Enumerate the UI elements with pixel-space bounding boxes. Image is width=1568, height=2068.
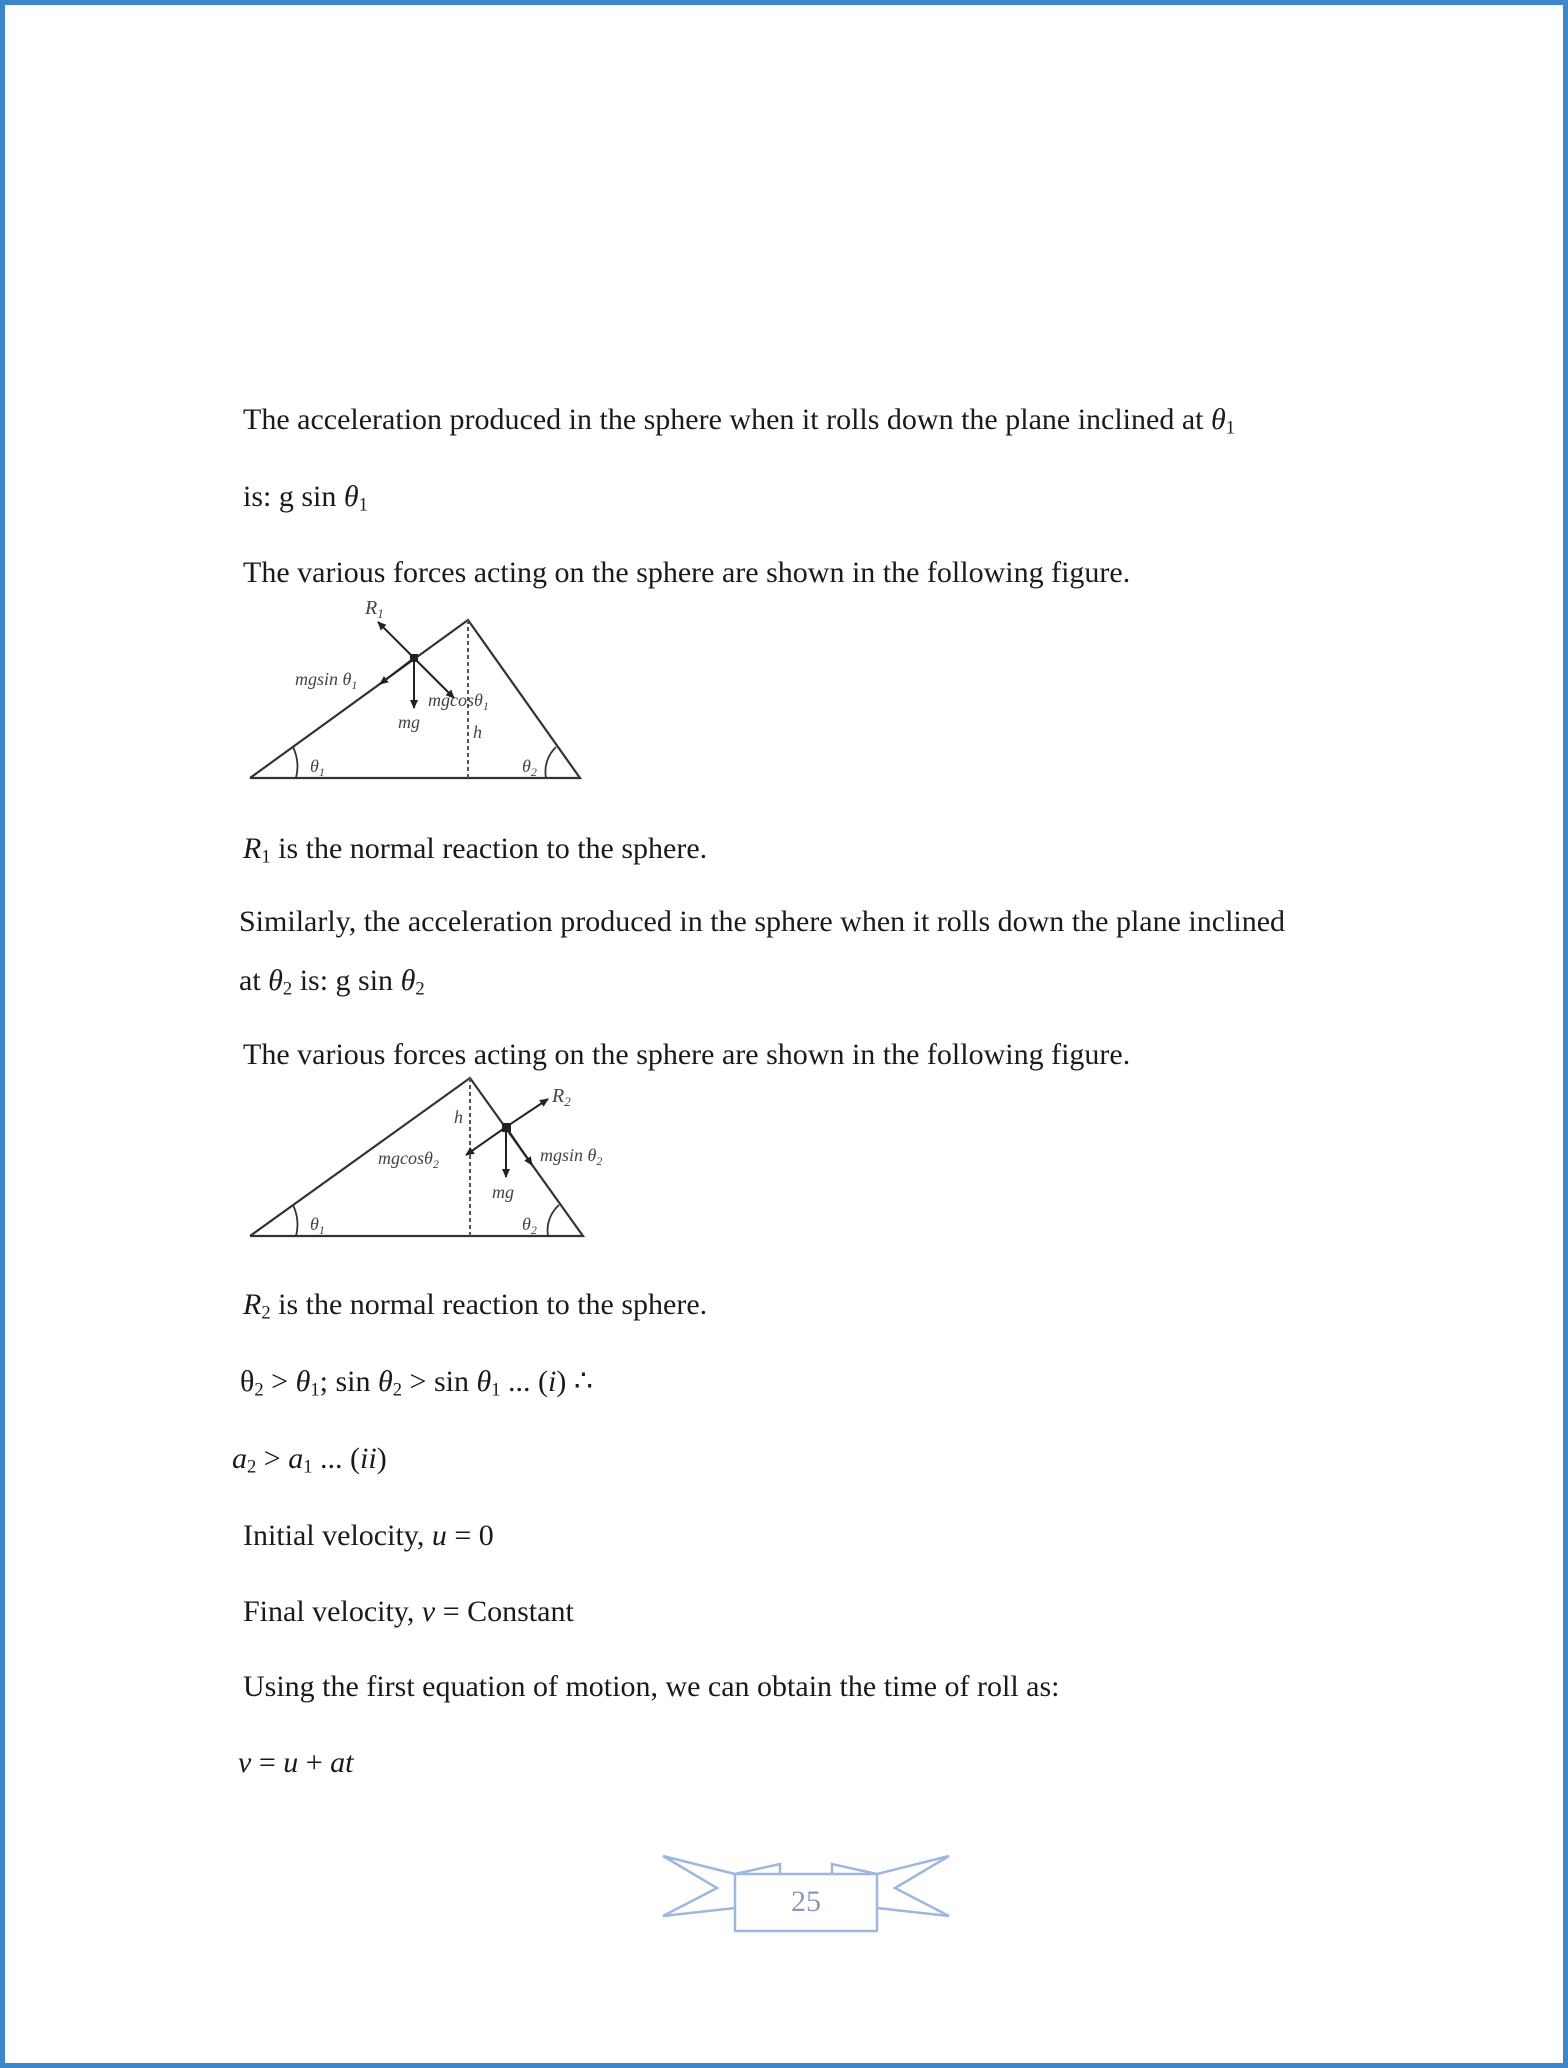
label-h: h bbox=[473, 722, 482, 742]
text: Similarly, the acceleration produced in the sphere when it rolls down the plane inclined bbox=[239, 905, 1286, 938]
normal-reaction-arrow bbox=[378, 622, 414, 658]
paragraph-R2-normal-reaction bbox=[243, 1287, 707, 1323]
text: ; sin bbox=[319, 1365, 378, 1398]
theta-symbol: θ bbox=[295, 1365, 311, 1398]
label-R2: $R_2$ bbox=[552, 1085, 571, 1109]
subscript: 1 bbox=[1225, 417, 1236, 439]
text: + bbox=[298, 1746, 331, 1779]
paragraph-inequality-i bbox=[240, 1364, 593, 1400]
label-theta2: $\theta_2$ bbox=[522, 1214, 537, 1237]
paragraph-inequality-ii bbox=[232, 1441, 387, 1477]
label-mgsin-theta2: mgsin $\theta_2$ bbox=[540, 1145, 603, 1168]
label-h: h bbox=[454, 1107, 463, 1127]
label-mg: mg bbox=[398, 712, 420, 732]
mgsin-arrow bbox=[380, 658, 414, 684]
page-number: 25 bbox=[791, 1885, 821, 1918]
u-symbol: u bbox=[431, 1519, 447, 1552]
paragraph-is-g-sin-theta1 bbox=[243, 479, 368, 515]
R-symbol: R bbox=[243, 1288, 262, 1321]
text: Initial velocity, bbox=[243, 1519, 432, 1552]
equation-ref: ii bbox=[360, 1442, 377, 1475]
v-symbol: v bbox=[238, 1746, 252, 1779]
paragraph-first-equation-intro bbox=[243, 1669, 1060, 1705]
subscript: 2 bbox=[415, 978, 425, 1000]
subscript: 1 bbox=[303, 1456, 313, 1478]
theta-symbol: θ bbox=[1210, 403, 1226, 436]
text: is the normal reaction to the sphere. bbox=[270, 832, 708, 865]
subscript: 1 bbox=[261, 846, 271, 868]
a-symbol: a bbox=[232, 1442, 247, 1475]
theta-symbol: θ bbox=[343, 480, 359, 513]
theta-symbol: θ bbox=[240, 1365, 255, 1398]
angle-arc-theta2 bbox=[545, 747, 556, 778]
subscript: 2 bbox=[392, 1379, 403, 1401]
label-R1: $R_1$ bbox=[365, 597, 384, 621]
text: > sin bbox=[402, 1365, 477, 1398]
subscript: 2 bbox=[254, 1379, 264, 1401]
text: is: g sin bbox=[292, 964, 401, 997]
text: = bbox=[251, 1746, 284, 1779]
subscript: 2 bbox=[282, 978, 293, 1000]
text: at bbox=[239, 964, 269, 997]
force-diagram-1 bbox=[230, 585, 610, 790]
v-symbol: v bbox=[421, 1595, 436, 1628]
text: ... ( bbox=[500, 1365, 549, 1398]
mgsin-arrow bbox=[506, 1127, 532, 1165]
angle-arc-theta2 bbox=[548, 1205, 559, 1236]
paragraph-initial-velocity bbox=[243, 1518, 494, 1554]
label-mgsin-theta1: mgsin $\theta_1$ bbox=[295, 669, 358, 692]
paragraph-acceleration-theta1 bbox=[243, 402, 1235, 438]
text: ) bbox=[376, 1442, 387, 1475]
label-mg: mg bbox=[492, 1182, 514, 1202]
angle-arc-theta1 bbox=[293, 1205, 297, 1236]
label-mgcos-theta2: mgcosθ$_2$ bbox=[378, 1148, 439, 1171]
theta-symbol: θ bbox=[476, 1365, 492, 1398]
a-symbol: a bbox=[288, 1442, 304, 1475]
equation-ref: i bbox=[548, 1365, 557, 1398]
theta-symbol: θ bbox=[268, 964, 283, 997]
R-symbol: R bbox=[243, 832, 262, 865]
text: The various forces acting on the sphere are shown in the following figure. bbox=[243, 556, 1131, 589]
text: The acceleration produced in the sphere when it rolls down the plane inclined at bbox=[243, 403, 1211, 436]
paragraph-at-theta2 bbox=[239, 963, 425, 999]
text: > bbox=[263, 1365, 296, 1398]
u-symbol: u bbox=[283, 1746, 299, 1779]
label-theta1: $\theta_1$ bbox=[310, 756, 325, 779]
force-diagram-2 bbox=[230, 1065, 630, 1250]
subscript: 1 bbox=[491, 1379, 501, 1401]
label-theta1: $\theta_1$ bbox=[310, 1214, 325, 1237]
text: ) ∴ bbox=[556, 1365, 593, 1398]
paragraph-similarly bbox=[239, 904, 1285, 940]
theta-symbol: θ bbox=[400, 964, 416, 997]
text: ... ( bbox=[312, 1442, 361, 1475]
text: Using the first equation of motion, we can obtain the time of roll as: bbox=[243, 1670, 1060, 1703]
angle-arc-theta1 bbox=[293, 747, 297, 778]
text: is: g sin bbox=[243, 480, 344, 513]
paragraph-final-velocity bbox=[243, 1594, 574, 1630]
paragraph-R1-normal-reaction bbox=[243, 831, 707, 867]
subscript: 2 bbox=[247, 1456, 257, 1478]
subscript: 1 bbox=[310, 1379, 320, 1401]
mgcos-arrow bbox=[466, 1127, 506, 1155]
text: = 0 bbox=[446, 1519, 494, 1552]
text: Final velocity, bbox=[243, 1595, 422, 1628]
text: = Constant bbox=[435, 1595, 574, 1628]
text: is the normal reaction to the sphere. bbox=[270, 1288, 708, 1321]
theta-symbol: θ bbox=[378, 1365, 393, 1398]
subscript: 1 bbox=[358, 494, 368, 516]
at-term: at bbox=[330, 1746, 354, 1779]
label-theta2: $\theta_2$ bbox=[522, 756, 537, 779]
text: The various forces acting on the sphere are shown in the following figure. bbox=[243, 1038, 1131, 1071]
subscript: 2 bbox=[261, 1302, 271, 1324]
label-mgcos-theta1: mgcosθ$_1$ bbox=[428, 690, 489, 713]
text: > bbox=[256, 1442, 289, 1475]
normal-reaction-arrow bbox=[506, 1099, 548, 1127]
equation-v-u-at bbox=[238, 1745, 354, 1781]
